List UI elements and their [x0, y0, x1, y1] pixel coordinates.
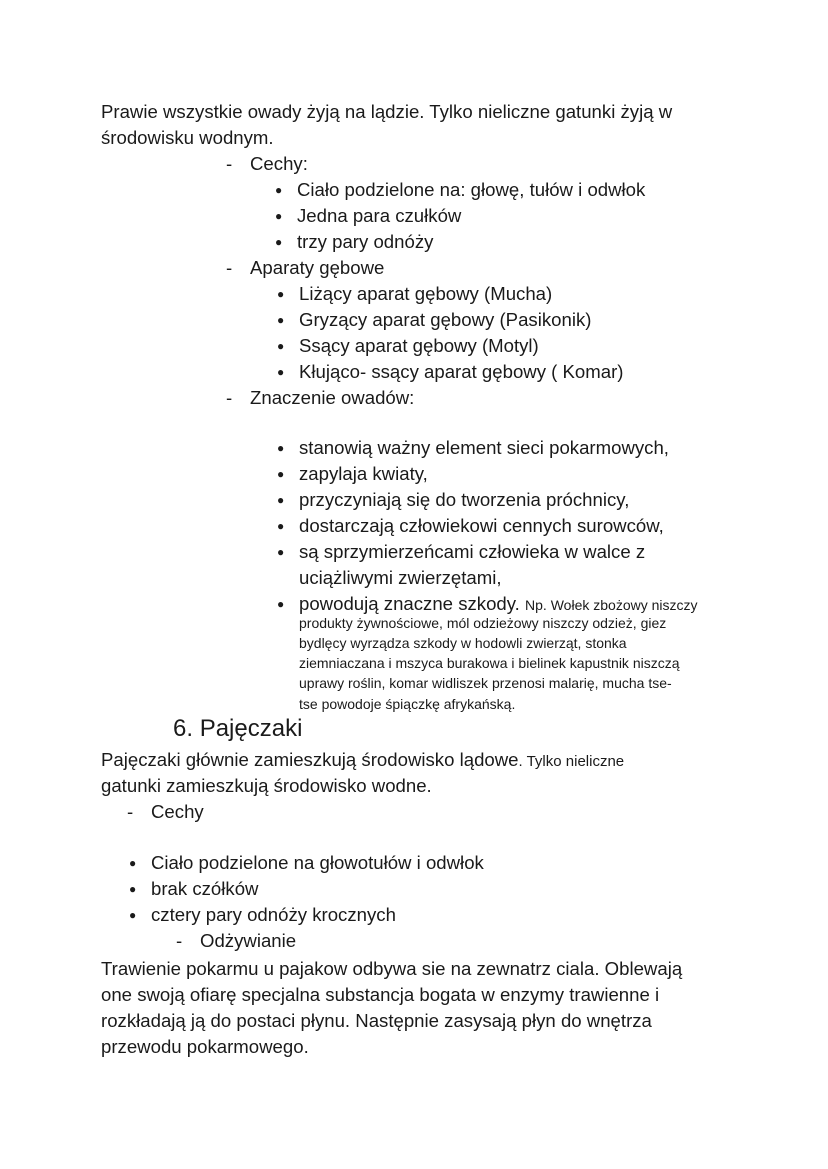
list-item-continuation: uciążliwymi zwierzętami, — [299, 567, 502, 588]
damage-label: powodują znaczne szkody. — [299, 593, 520, 614]
section-heading — [173, 714, 302, 744]
mouthparts-heading: - Aparaty gębowe — [250, 255, 384, 281]
list-item: ● przyczyniają się do tworzenia próchnicy, — [299, 487, 629, 513]
intro-text: . Tylko nieliczne — [518, 753, 625, 770]
list-item: ● Kłująco- ssący aparat gębowy ( Komar) — [299, 359, 624, 385]
heading-title: Pajęczaki — [199, 715, 303, 742]
list-item: ● stanowią ważny element sieci pokarmowych, — [299, 435, 669, 461]
features-heading: - Cechy — [151, 799, 204, 825]
list-item: ● zapylaja kwiaty, — [299, 461, 428, 487]
intro-line: Prawie wszystkie owady żyją na lądzie. Tylko nieliczne gatunki żyją w — [101, 101, 673, 122]
body-line: rozkładają ją do postaci płynu. Następnie zasysają płyn do wnętrza — [101, 1010, 652, 1031]
intro-line: środowisku wodnym. — [101, 127, 274, 148]
list-item: ● Ciało podzielone na: głowę, tułów i odwłok — [297, 177, 645, 203]
body-line: Trawienie pokarmu u pajakow odbywa sie na zewnatrz ciala. Oblewają — [101, 958, 683, 979]
damage-note-line: uprawy roślin, komar widliszek przenosi malarię, mucha tse- — [299, 675, 672, 691]
list-item: ● Liżący aparat gębowy (Mucha) — [299, 281, 552, 307]
intro-line — [101, 747, 624, 775]
damage-note-start: Np. Wołek zbożowy niszczy — [525, 597, 698, 613]
list-item: ● Jedna para czułków — [297, 203, 461, 229]
list-item: ● Ssący aparat gębowy (Motyl) — [299, 333, 539, 359]
list-item: ● są sprzymierzeńcami człowieka w walce z — [299, 539, 645, 565]
damage-note-line: tse powodoje śpiączkę afrykańską. — [299, 696, 516, 712]
body-line: przewodu pokarmowego. — [101, 1036, 309, 1057]
list-item: ● Ciało podzielone na głowotułów i odwłok — [151, 850, 484, 876]
list-item: ● brak czółków — [151, 876, 258, 902]
importance-heading: - Znaczenie owadów: — [250, 385, 414, 411]
list-item: ● dostarczają człowiekowi cennych surowców, — [299, 513, 664, 539]
list-item: ● cztery pary odnóży krocznych — [151, 902, 396, 928]
nutrition-heading: - Odżywianie — [200, 928, 296, 954]
features-heading: - Cechy: — [250, 151, 308, 177]
damage-note-line: bydlęcy wyrządza szkody w hodowli zwierząt, stonka — [299, 635, 627, 651]
damage-note-line: produkty żywnościowe, mól odzieżowy niszczy odzież, giez — [299, 615, 667, 631]
list-item: ● Gryzący aparat gębowy (Pasikonik) — [299, 307, 591, 333]
damage-note-line: ziemniaczana i mszyca burakowa i bielinek kapustnik niszczą — [299, 655, 680, 671]
intro-line: gatunki zamieszkują środowisko wodne. — [101, 775, 432, 796]
list-item: ● trzy pary odnóży — [297, 229, 433, 255]
heading-number: 6. — [173, 715, 194, 742]
body-line: one swoją ofiarę specjalna substancja bogata w enzymy trawienne i — [101, 984, 660, 1005]
intro-text: Pajęczaki głównie zamieszkują środowisko lądowe — [101, 749, 519, 770]
